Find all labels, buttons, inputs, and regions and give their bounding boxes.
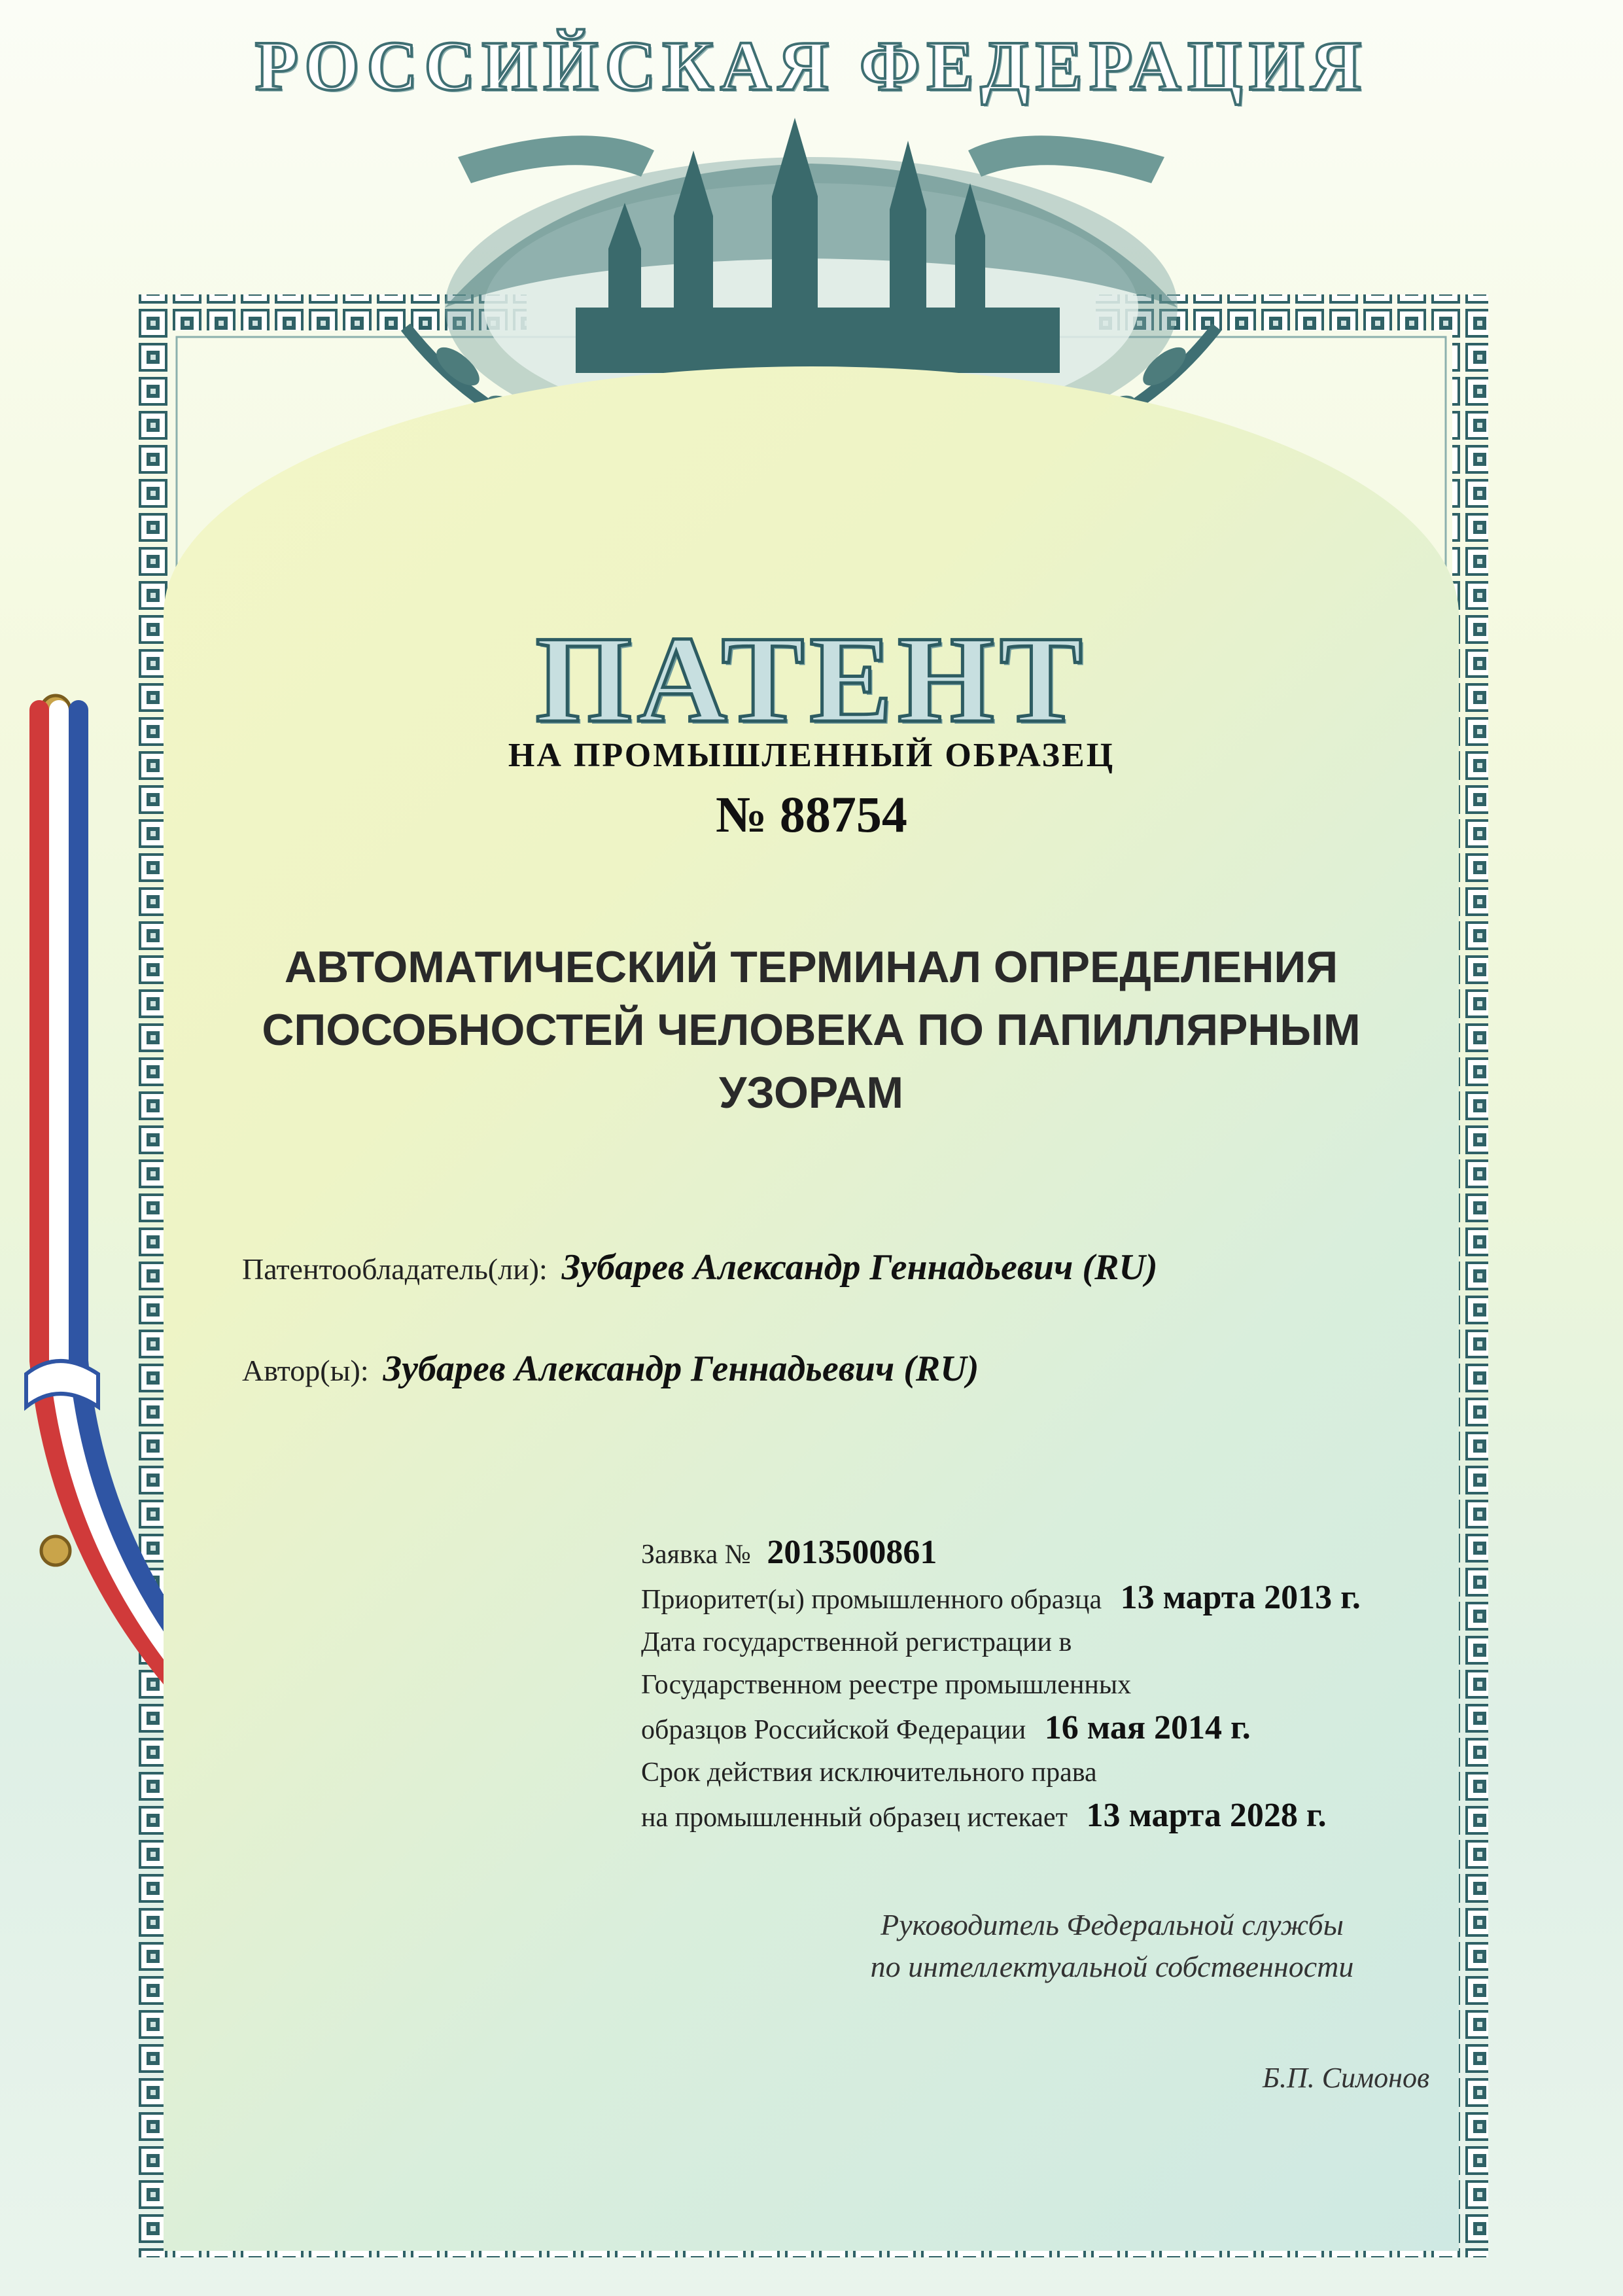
official-position-line: по интеллектуальной собственности [870, 1950, 1354, 1983]
official-position [772, 1904, 1452, 1988]
priority-date: 13 марта 2013 г. [1120, 1579, 1361, 1616]
registration-details [641, 1531, 1492, 1839]
invention-title [196, 936, 1426, 1124]
invention-title-line: СПОСОБНОСТЕЙ ЧЕЛОВЕКА ПО ПАПИЛЛЯРНЫМ [262, 1005, 1361, 1055]
holder-row [242, 1246, 1158, 1288]
priority-row [641, 1576, 1492, 1621]
document-subtitle: НА ПРОМЫШЛЕННЫЙ ОБРАЗЕЦ [508, 737, 1115, 774]
state-registration-date: 16 мая 2014 г. [1044, 1709, 1251, 1746]
state-registration-label: образцов Российской Федерации [641, 1715, 1026, 1745]
state-registration-row [641, 1706, 1492, 1752]
priority-label: Приоритет(ы) промышленного образца [641, 1585, 1102, 1615]
official-name: Б.П. Симонов [1263, 2062, 1430, 2094]
invention-title-line: АВТОМАТИЧЕСКИЙ ТЕРМИНАЛ ОПРЕДЕЛЕНИЯ [284, 942, 1338, 992]
official-position-line: Руководитель Федеральной службы [881, 1908, 1344, 1941]
author-value: Зубарев Александр Геннадьевич (RU) [383, 1349, 979, 1389]
invention-title-line: УЗОРАМ [718, 1068, 904, 1118]
holder-value: Зубарев Александр Геннадьевич (RU) [561, 1247, 1158, 1288]
state-registration-line: Дата государственной регистрации в [641, 1627, 1072, 1657]
author-label: Автор(ы): [242, 1354, 369, 1387]
validity-date: 13 марта 2028 г. [1086, 1797, 1327, 1834]
application-label: Заявка № [641, 1540, 751, 1570]
validity-label: на промышленный образец истекает [641, 1803, 1068, 1833]
validity-line: Срок действия исключительного права [641, 1757, 1097, 1788]
application-number: 2013500861 [767, 1534, 937, 1571]
country-header: РОССИЙСКАЯ ФЕДЕРАЦИЯ [254, 27, 1369, 105]
document-title: ПАТЕНТ [535, 611, 1088, 749]
author-row [242, 1348, 979, 1390]
patent-number: № 88754 [716, 786, 907, 843]
holder-label: Патентообладатель(ли): [242, 1252, 548, 1286]
state-registration-line: Государственном реестре промышленных [641, 1670, 1132, 1700]
validity-row [641, 1794, 1492, 1839]
application-row [641, 1531, 1492, 1576]
